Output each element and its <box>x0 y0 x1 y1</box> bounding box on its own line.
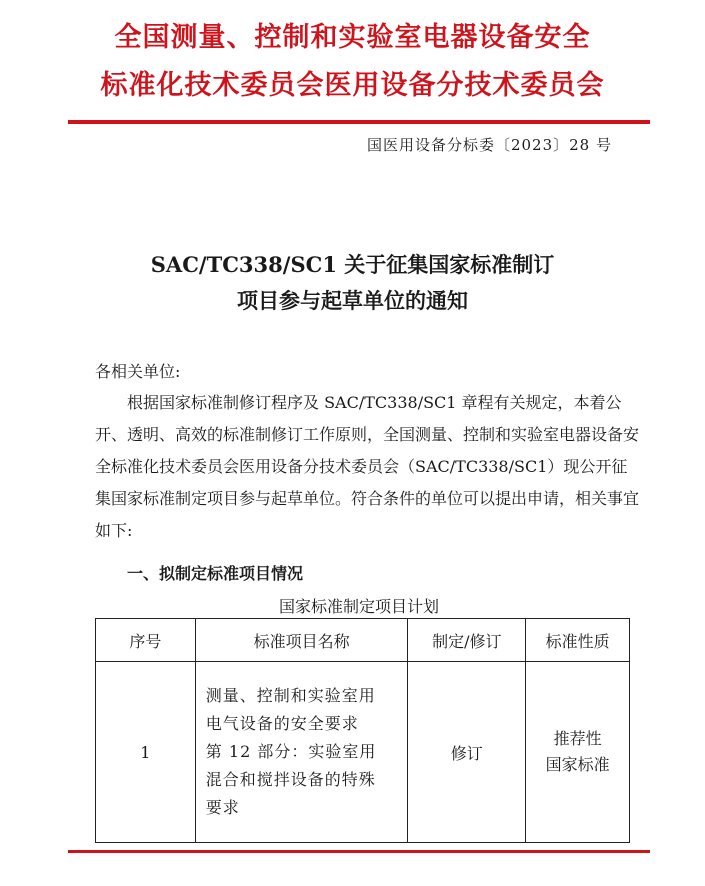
header-index: 序号 <box>96 619 196 662</box>
table-caption: 国家标准制定项目计划 <box>278 597 439 616</box>
cell-standard-nature <box>526 662 630 843</box>
standard-nature-line: 国家标准 <box>545 755 610 774</box>
notice-title-line-1: SAC/TC338/SC1 关于征集国家标准制订 <box>150 252 555 277</box>
cell-project-name <box>195 662 408 843</box>
header-project-name: 标准项目名称 <box>195 619 408 662</box>
table-header-row <box>96 619 630 662</box>
issuer-name-line-1: 全国测量、控制和实验室电器设备安全 <box>114 22 591 53</box>
table-row <box>96 662 630 843</box>
standard-plan-table <box>95 618 630 843</box>
standard-nature-line: 推荐性 <box>553 729 602 748</box>
body-paragraph-text: 根据国家标准制修订程序及 SAC/TC338/SC1 章程有关规定，本着公开、透明、高效的标准制修订工作原则，全国测量、控制和实验室电器设备安全标准化技术委员会医用设备分技术委员会（SAC/TC338/SC1）现公开征集国家标准制定项目参与起草单位。符合条件的单位可以提出申请，相关事宜如下: <box>95 393 640 540</box>
header-red-rule <box>68 120 650 124</box>
salutation: 各相关单位: <box>95 362 181 381</box>
project-name-line: 第 12 部分：实验室用 <box>205 742 377 761</box>
body-paragraph <box>95 387 640 547</box>
header-standard-nature: 标准性质 <box>526 619 630 662</box>
project-name-line: 测量、控制和实验室用 <box>205 686 376 705</box>
section-heading-1: 一、拟制定标准项目情况 <box>127 564 304 583</box>
cell-index: 1 <box>96 662 196 843</box>
header-revision-type: 制定/修订 <box>408 619 526 662</box>
project-name-line: 混合和搅拌设备的特殊 <box>205 770 376 789</box>
document-number: 国医用设备分标委〔2023〕28 号 <box>366 136 612 154</box>
project-name-line: 要求 <box>205 798 240 817</box>
project-name-line: 电气设备的安全要求 <box>205 714 359 733</box>
notice-title-line-2: 项目参与起草单位的通知 <box>237 288 468 313</box>
issuer-name-line-2: 标准化技术委员会医用设备分技术委员会 <box>100 70 605 101</box>
footer-red-rule <box>68 850 650 853</box>
cell-revision-type: 修订 <box>408 662 526 843</box>
